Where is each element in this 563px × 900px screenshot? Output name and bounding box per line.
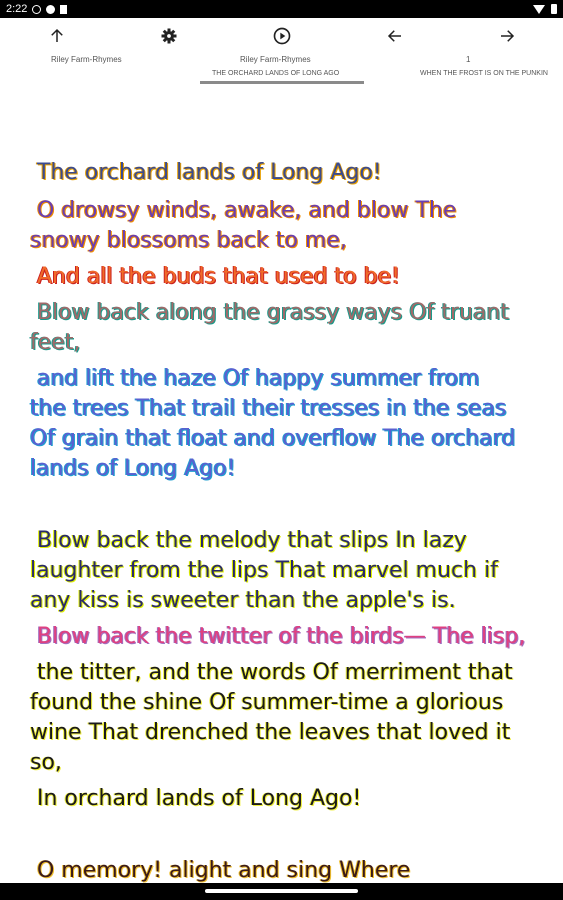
status-left bbox=[6, 3, 67, 15]
poem-line: Blow back the twitter of the birds— The lisp, bbox=[30, 624, 526, 649]
status-time: 2:22 bbox=[6, 3, 28, 15]
poem-line: lands of Long Ago! bbox=[30, 456, 236, 481]
home-handle[interactable] bbox=[205, 889, 358, 893]
circle-icon bbox=[32, 5, 41, 14]
poem-line: so, bbox=[30, 750, 62, 775]
poem-line: the trees That trail their tresses in the seas bbox=[30, 396, 507, 421]
poem-line: and lift the haze Of happy summer from bbox=[30, 366, 480, 391]
tab-indicator bbox=[200, 81, 364, 84]
circle-filled-icon bbox=[46, 5, 55, 14]
arrow-left-icon[interactable] bbox=[383, 24, 407, 48]
gear-icon[interactable] bbox=[157, 24, 181, 48]
poem-line: Of grain that float and overflow The orchard bbox=[30, 426, 516, 451]
poem-line: wine That drenched the leaves that loved it bbox=[30, 720, 511, 745]
right-chapter-title[interactable]: WHEN THE FROST IS ON THE PUNKIN bbox=[420, 70, 548, 77]
poem-line: any kiss is sweeter than the apple's is. bbox=[30, 588, 456, 613]
wifi-icon bbox=[533, 5, 545, 14]
status-right bbox=[533, 4, 557, 14]
poem-line: found the shine Of summer-time a glorious bbox=[30, 690, 504, 715]
arrow-right-icon[interactable] bbox=[495, 24, 519, 48]
poem-line: the titter, and the words Of merriment that bbox=[30, 660, 513, 685]
poem-line: snowy blossoms back to me, bbox=[30, 228, 347, 253]
poem-line: O drowsy winds, awake, and blow The bbox=[30, 198, 457, 223]
poem-line: feet, bbox=[30, 330, 81, 355]
left-book-title[interactable]: Riley Farm-Rhymes bbox=[51, 55, 122, 64]
reader-toolbar bbox=[0, 18, 563, 88]
poem-line: The orchard lands of Long Ago! bbox=[30, 160, 382, 185]
status-bar bbox=[0, 0, 563, 18]
poem-line: O memory! alight and sing Where bbox=[30, 858, 411, 883]
poem-line: laughter from the lips That marvel much if bbox=[30, 558, 498, 583]
play-circle-icon[interactable] bbox=[270, 24, 294, 48]
poem-line: In orchard lands of Long Ago! bbox=[30, 786, 362, 811]
right-chapter-number[interactable]: 1 bbox=[466, 55, 471, 64]
center-chapter-title[interactable]: THE ORCHARD LANDS OF LONG AGO bbox=[212, 70, 340, 77]
center-book-title[interactable]: Riley Farm-Rhymes bbox=[240, 55, 311, 64]
poem-line: Blow back along the grassy ways Of truant bbox=[30, 300, 510, 325]
poem-line: And all the buds that used to be! bbox=[30, 264, 401, 289]
navigation-bar bbox=[0, 883, 563, 900]
sd-card-icon bbox=[60, 5, 67, 14]
arrow-up-icon[interactable] bbox=[45, 24, 69, 48]
poem-content[interactable] bbox=[0, 88, 563, 883]
battery-icon bbox=[551, 4, 557, 14]
poem-line: Blow back the melody that slips In lazy bbox=[30, 528, 467, 553]
